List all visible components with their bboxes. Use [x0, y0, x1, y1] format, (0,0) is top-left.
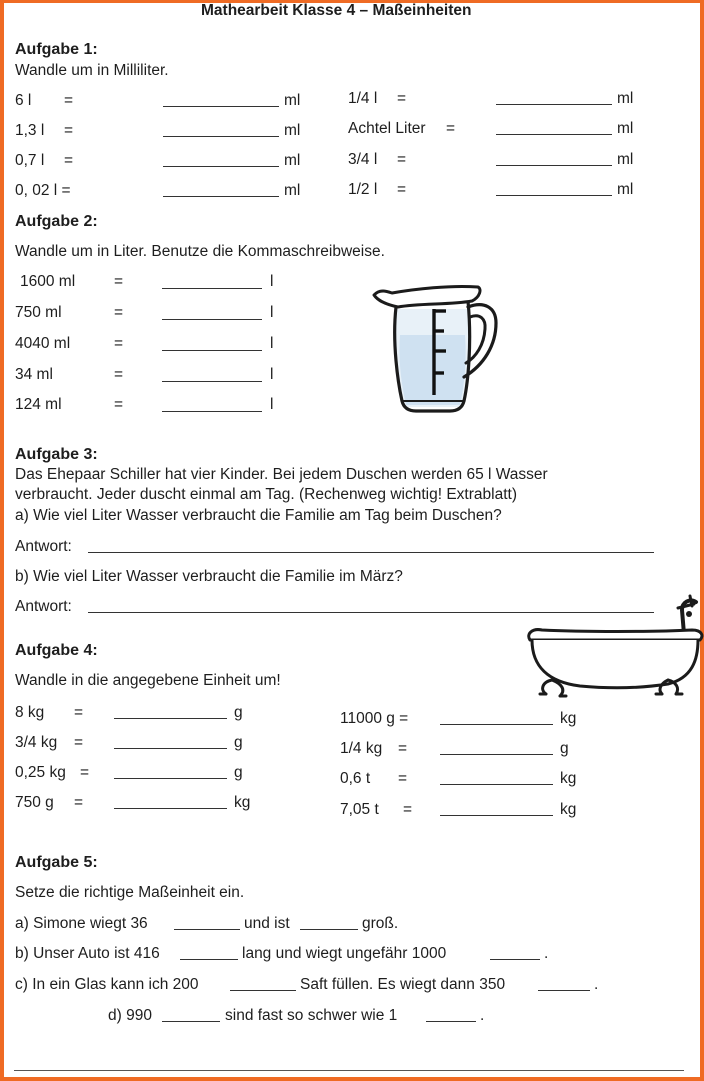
sentence-text: Saft füllen. Es wiegt dann 350: [300, 976, 506, 993]
sentence-text: c) In ein Glas kann ich 200: [15, 976, 199, 993]
equals-sign: =: [74, 794, 84, 811]
answer-blank[interactable]: [174, 929, 240, 930]
answer-blank[interactable]: [162, 288, 262, 289]
answer-blank[interactable]: [114, 778, 227, 779]
unit: kg: [560, 801, 577, 818]
task-3-question-a: a) Wie viel Liter Wasser verbraucht die Familie am Tag beim Duschen?: [15, 507, 502, 524]
footer-rule: [14, 1070, 684, 1071]
equals-sign: =: [114, 273, 124, 290]
quantity: 4040 ml: [15, 335, 71, 352]
task-3-text-line: Das Ehepaar Schiller hat vier Kinder. Bei jedem Duschen werden 65 l Wasser: [15, 466, 548, 483]
quantity: 6 l: [15, 92, 32, 109]
task-2-instruction: Wandle um in Liter. Benutze die Kommaschreibweise.: [15, 243, 385, 260]
task-1-instruction: Wandle um in Milliliter.: [15, 62, 169, 79]
answer-blank[interactable]: [163, 196, 279, 197]
unit: l: [270, 335, 274, 352]
unit: l: [270, 396, 274, 413]
sentence-text: lang und wiegt ungefähr 1000: [242, 945, 447, 962]
answer-blank[interactable]: [162, 411, 262, 412]
unit: ml: [617, 181, 634, 198]
equals-sign: =: [114, 304, 124, 321]
unit: ml: [617, 120, 634, 137]
quantity: 7,05 t: [340, 801, 379, 818]
quantity: 8 kg: [15, 704, 45, 721]
task-3-text-line: verbraucht. Jeder duscht einmal am Tag. (Rechenweg wichtig! Extrablatt): [15, 486, 517, 503]
quantity: 750 ml: [15, 304, 62, 321]
answer-blank[interactable]: [162, 319, 262, 320]
unit: kg: [560, 710, 577, 727]
answer-blank[interactable]: [538, 990, 590, 991]
measuring-jug-icon: [370, 283, 506, 415]
answer-blank[interactable]: [114, 718, 227, 719]
quantity: Achtel Liter: [348, 120, 426, 137]
answer-label: Antwort:: [15, 598, 72, 615]
quantity: 0, 02 l =: [15, 182, 71, 199]
quantity: 0,6 t: [340, 770, 371, 787]
bathtub-icon: [522, 594, 704, 702]
quantity: 11000 g =: [340, 710, 409, 727]
equals-sign: =: [74, 734, 84, 751]
answer-blank[interactable]: [163, 136, 279, 137]
unit: ml: [284, 152, 301, 169]
unit: kg: [234, 794, 251, 811]
quantity: 34 ml: [15, 366, 53, 383]
equals-sign: =: [398, 770, 408, 787]
sentence-text: b) Unser Auto ist 416: [15, 945, 160, 962]
equals-sign: =: [114, 335, 124, 352]
task-3-question-b: b) Wie viel Liter Wasser verbraucht die Familie im März?: [15, 568, 403, 585]
answer-line[interactable]: [88, 552, 654, 553]
answer-blank[interactable]: [440, 784, 553, 785]
unit: ml: [617, 90, 634, 107]
equals-sign: =: [64, 122, 74, 139]
task-4-instruction: Wandle in die angegebene Einheit um!: [15, 672, 281, 689]
unit: ml: [284, 182, 301, 199]
quantity: 750 g: [15, 794, 54, 811]
answer-blank[interactable]: [440, 754, 553, 755]
quantity: 3/4 kg: [15, 734, 58, 751]
equals-sign: =: [114, 396, 124, 413]
answer-blank[interactable]: [114, 808, 227, 809]
task-5-heading: Aufgabe 5:: [15, 854, 98, 871]
answer-label: Antwort:: [15, 538, 72, 555]
answer-blank[interactable]: [490, 959, 540, 960]
quantity: 1/4 kg: [340, 740, 383, 757]
answer-blank[interactable]: [180, 959, 238, 960]
answer-blank[interactable]: [230, 990, 296, 991]
unit: ml: [617, 151, 634, 168]
answer-blank[interactable]: [300, 929, 358, 930]
task-3-heading: Aufgabe 3:: [15, 446, 98, 463]
unit: ml: [284, 122, 301, 139]
quantity: 0,7 l: [15, 152, 45, 169]
quantity: 1/4 l: [348, 90, 378, 107]
unit: l: [270, 366, 274, 383]
sentence-text: groß.: [362, 915, 399, 932]
sentence-text: a) Simone wiegt 36: [15, 915, 148, 932]
answer-blank[interactable]: [163, 106, 279, 107]
equals-sign: =: [403, 801, 413, 818]
equals-sign: =: [80, 764, 90, 781]
unit: g: [560, 740, 569, 757]
equals-sign: =: [446, 120, 456, 137]
quantity: 1600 ml: [20, 273, 76, 290]
answer-blank[interactable]: [496, 165, 612, 166]
sentence-text: .: [480, 1007, 485, 1024]
equals-sign: =: [398, 740, 408, 757]
answer-blank[interactable]: [162, 350, 262, 351]
sentence-text: .: [594, 976, 599, 993]
equals-sign: =: [64, 152, 74, 169]
task-4-heading: Aufgabe 4:: [15, 642, 98, 659]
equals-sign: =: [397, 151, 407, 168]
answer-blank[interactable]: [496, 134, 612, 135]
quantity: 1,3 l: [15, 122, 45, 139]
task-5-instruction: Setze die richtige Maßeinheit ein.: [15, 884, 245, 901]
quantity: 3/4 l: [348, 151, 378, 168]
task-1-heading: Aufgabe 1:: [15, 41, 98, 58]
unit: g: [234, 734, 243, 751]
equals-sign: =: [64, 92, 74, 109]
answer-blank[interactable]: [162, 381, 262, 382]
quantity: 124 ml: [15, 396, 62, 413]
equals-sign: =: [114, 366, 124, 383]
equals-sign: =: [74, 704, 84, 721]
quantity: 1/2 l: [348, 181, 378, 198]
unit: kg: [560, 770, 577, 787]
sentence-text: d) 990: [108, 1007, 152, 1024]
answer-blank[interactable]: [162, 1021, 220, 1022]
unit: g: [234, 764, 243, 781]
sentence-text: und ist: [244, 915, 290, 932]
unit: l: [270, 273, 274, 290]
answer-blank[interactable]: [496, 195, 612, 196]
task-2-heading: Aufgabe 2:: [15, 213, 98, 230]
page-title: Mathearbeit Klasse 4 – Maßeinheiten: [201, 2, 472, 19]
answer-blank[interactable]: [163, 166, 279, 167]
answer-blank[interactable]: [114, 748, 227, 749]
equals-sign: =: [397, 90, 407, 107]
answer-blank[interactable]: [440, 724, 553, 725]
answer-blank[interactable]: [440, 815, 553, 816]
quantity: 0,25 kg: [15, 764, 66, 781]
unit: ml: [284, 92, 301, 109]
sentence-text: sind fast so schwer wie 1: [225, 1007, 398, 1024]
equals-sign: =: [397, 181, 407, 198]
answer-blank[interactable]: [426, 1021, 476, 1022]
unit: l: [270, 304, 274, 321]
unit: g: [234, 704, 243, 721]
sentence-text: .: [544, 945, 549, 962]
answer-blank[interactable]: [496, 104, 612, 105]
